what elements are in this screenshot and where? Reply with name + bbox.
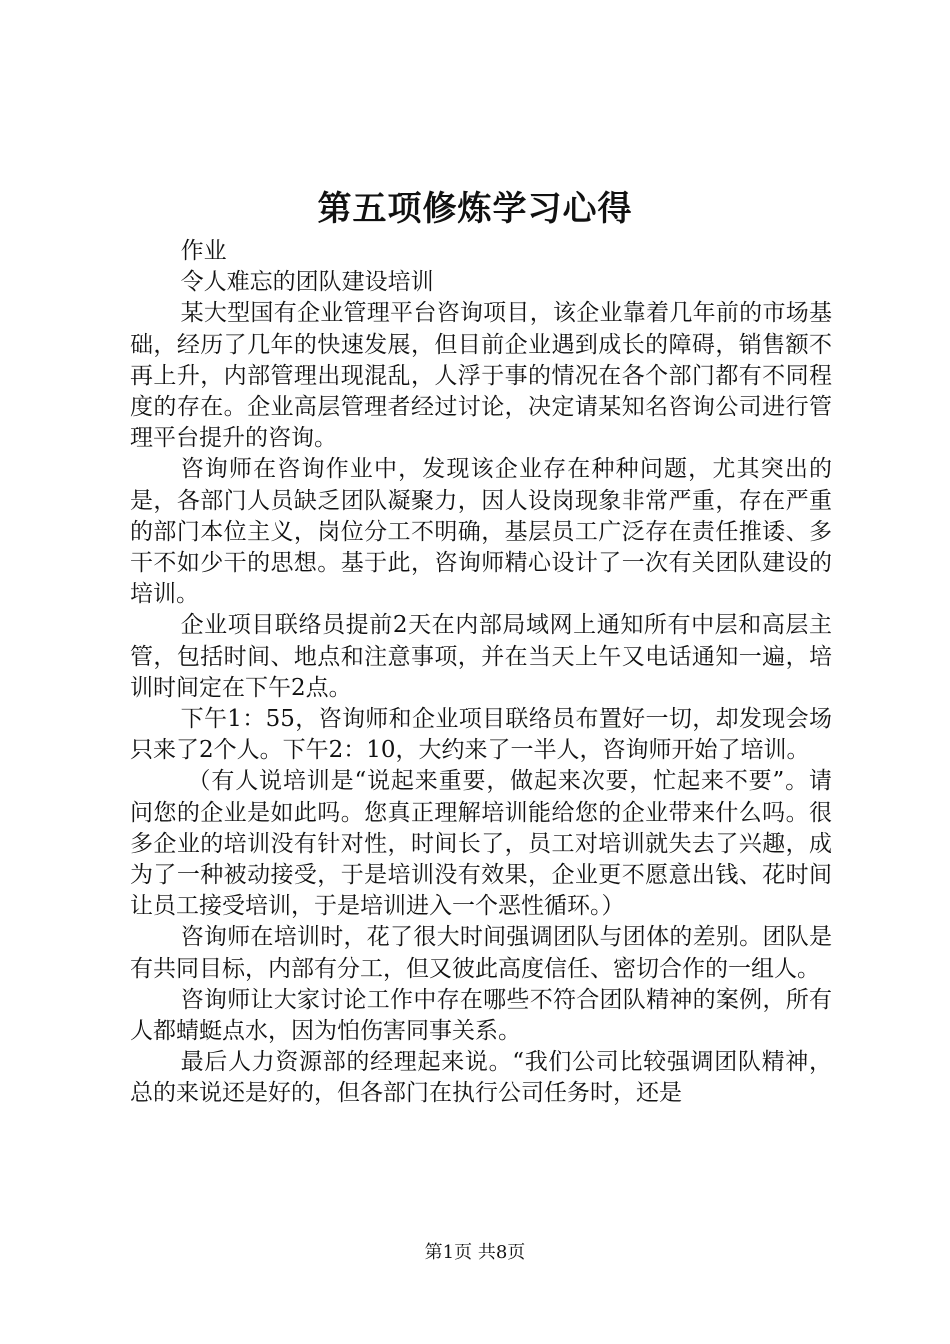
paragraph: 某大型国有企业管理平台咨询项目，该企业靠着几年前的市场基础，经历了几年的快速发展，但目前企业遇到成长的障碍，销售额不再上升，内部管理出现混乱，人浮于事的情况在各个部门都有不同程度的存在。企业高层管理者经过讨论，决定请某知名咨询公司进行管理平台提升的咨询。 xyxy=(130,300,832,452)
paragraph: 企业项目联络员提前2天在内部局域网上通知所有中层和高层主管，包括时间、地点和注意事项，并在当天上午又电话通知一遍，培训时间定在下午2点。 xyxy=(130,612,832,701)
page-number-footer: 第1页 共8页 xyxy=(424,1242,526,1263)
paragraph: 最后人力资源部的经理起来说。“我们公司比较强调团队精神，总的来说还是好的，但各部门在执行公司任务时，还是 xyxy=(130,1049,832,1107)
document-title: 第五项修炼学习心得 xyxy=(317,189,633,229)
paragraph-subtitle: 令人难忘的团队建设培训 xyxy=(180,269,434,296)
paragraph: 咨询师让大家讨论工作中存在哪些不符合团队精神的案例，所有人都蜻蜓点水，因为怕伤害同事关系。 xyxy=(130,986,832,1045)
document-body xyxy=(130,236,832,1110)
paragraph: 咨询师在咨询作业中，发现该企业存在种种问题，尤其突出的是，各部门人员缺乏团队凝聚力，因人设岗现象非常严重，存在严重的部门本位主义，岗位分工不明确，基层员工广泛存在责任推诿、多干不如少干的思想。基于此，咨询师精心设计了一次有关团队建设的培训。 xyxy=(130,456,832,608)
paragraph-label: 作业 xyxy=(180,238,227,264)
paragraph-note: （有人说培训是“说起来重要，做起来次要，忙起来不要”。请问您的企业是如此吗。您真正理解培训能给您的企业带来什么吗。很多企业的培训没有针对性，时间长了，员工对培训就失去了兴趣，成为了一种被动接受，于是培训没有效果，企业更不愿意出钱、花时间让员工接受培训，于是培训进入一个恶性循环。） xyxy=(130,768,832,920)
paragraph: 下午1：55，咨询师和企业项目联络员布置好一切，却发现会场只来了2个人。下午2：10，大约来了一半人，咨询师开始了培训。 xyxy=(130,706,832,764)
paragraph: 咨询师在培训时，花了很大时间强调团队与团体的差别。团队是有共同目标，内部有分工，但又彼此高度信任、密切合作的一组人。 xyxy=(130,924,832,982)
